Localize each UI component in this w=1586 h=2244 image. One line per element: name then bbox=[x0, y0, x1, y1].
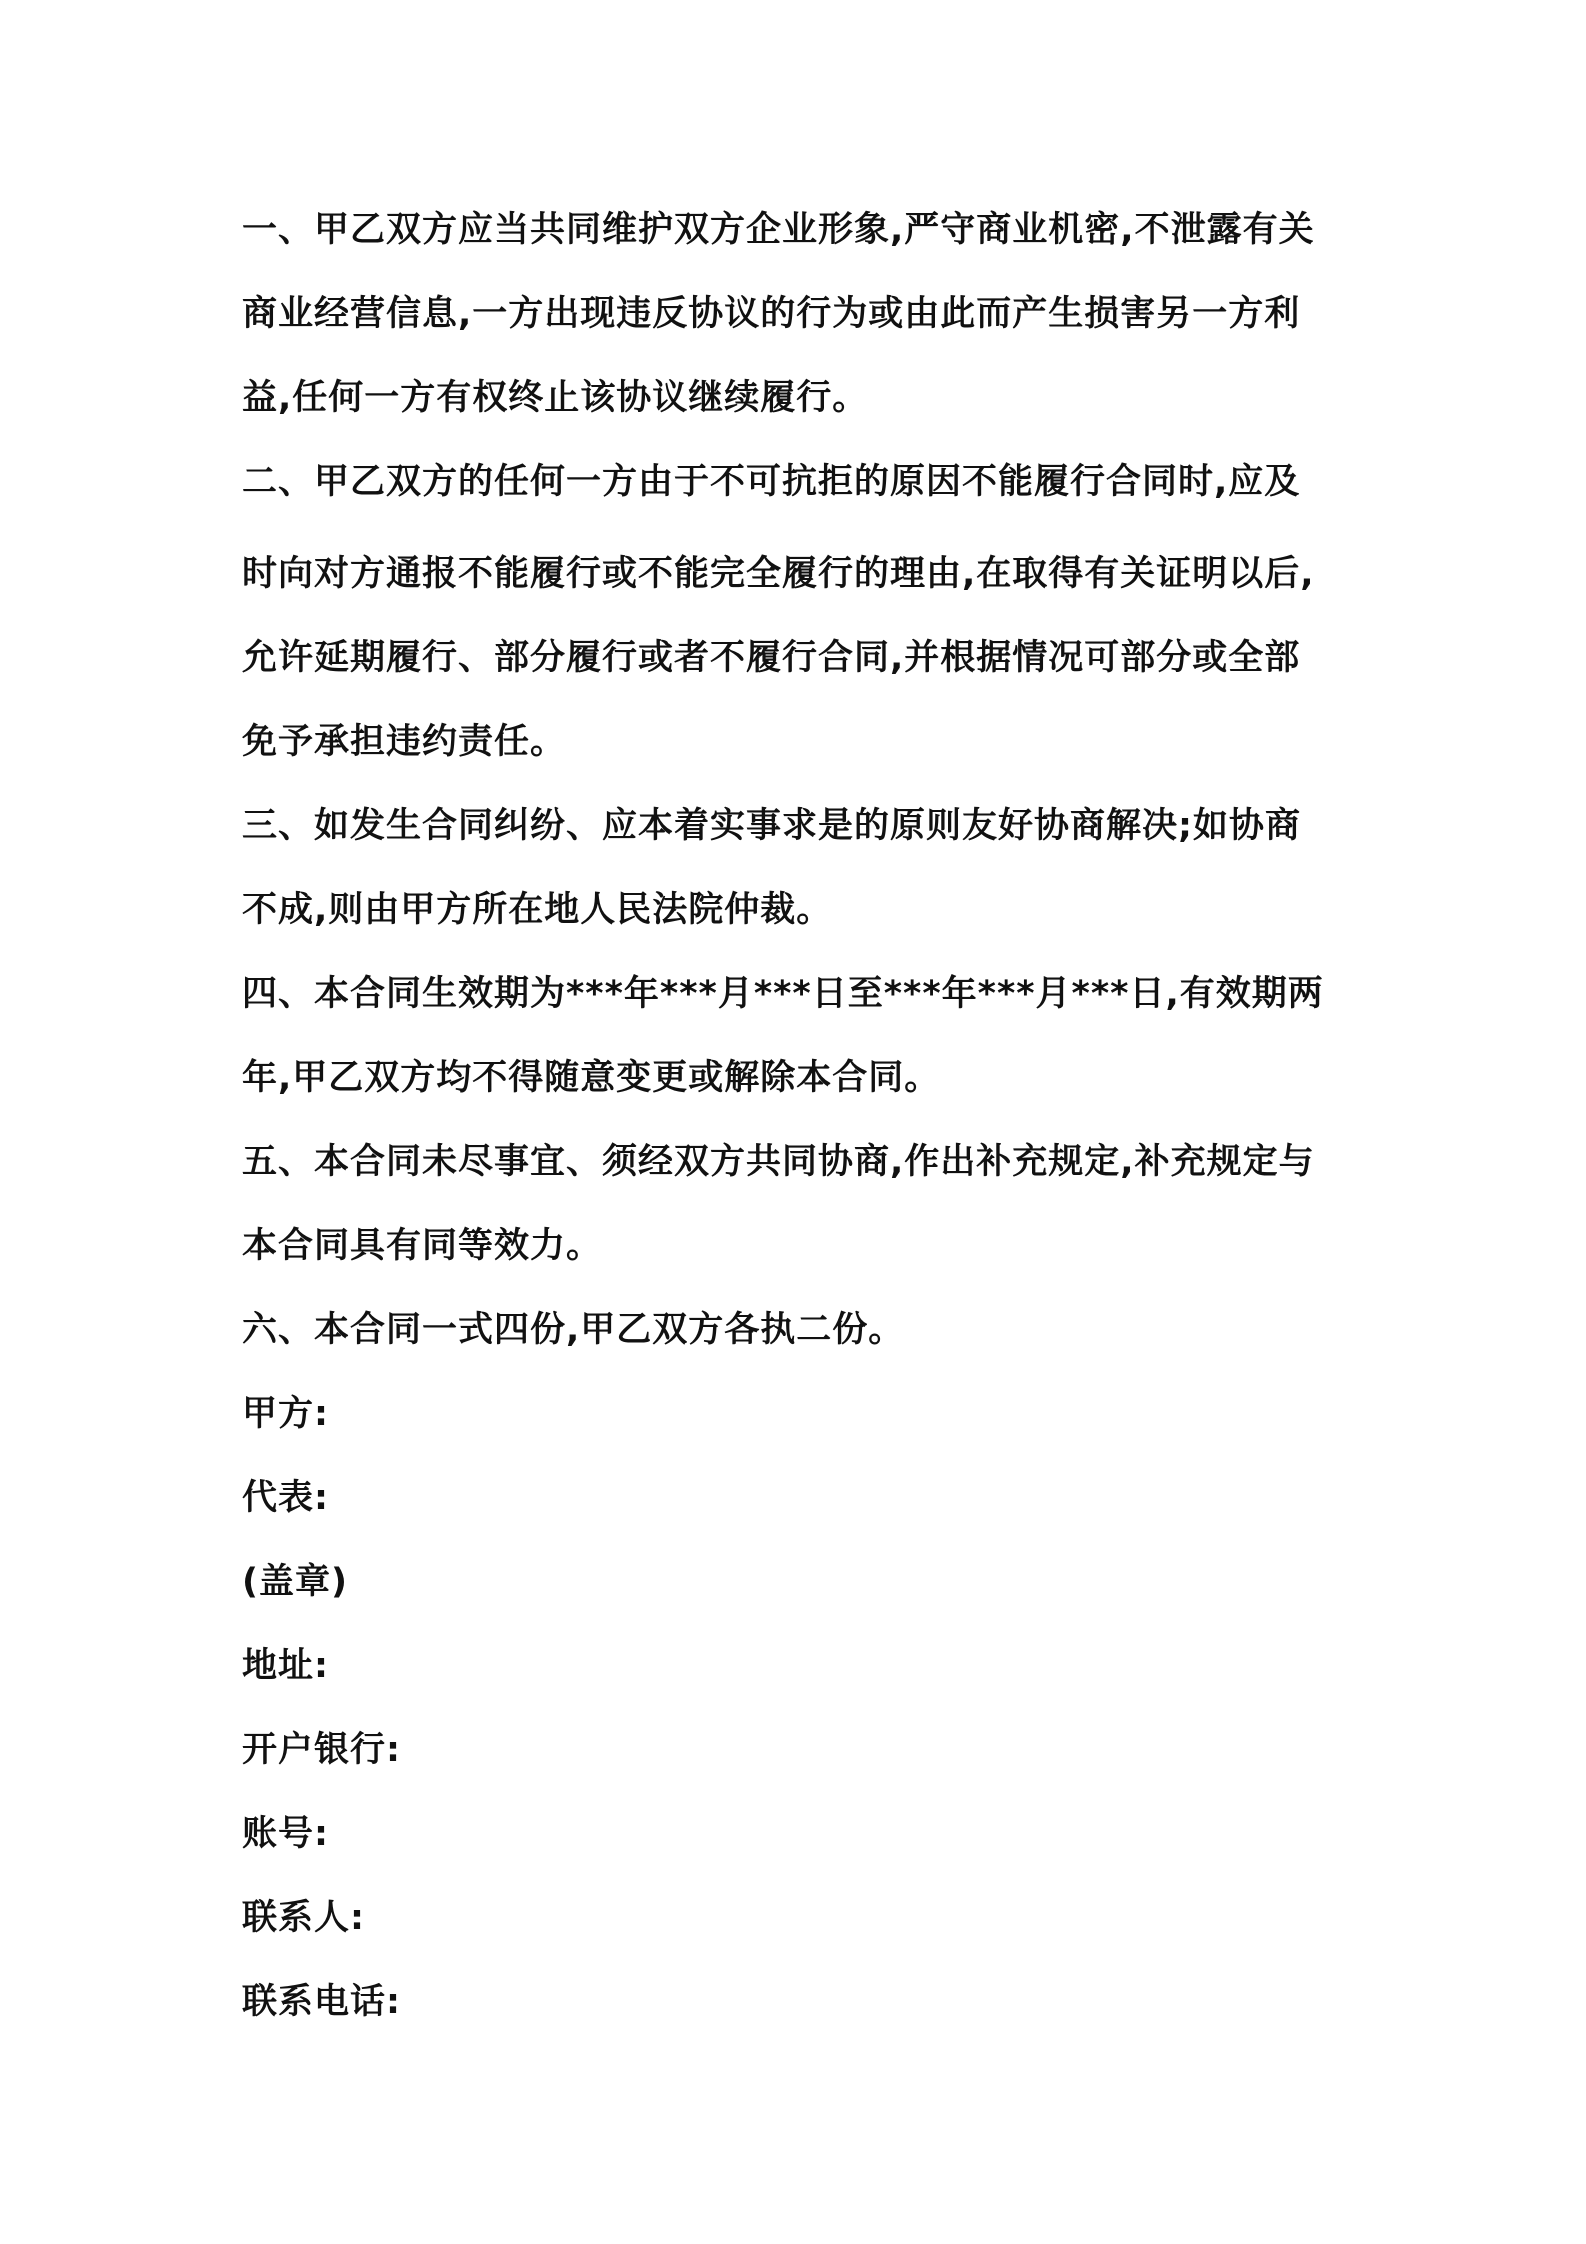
clause-line: 五、本合同未尽事宜、须经双方共同协商,作出补充规定,补充规定与 bbox=[242, 1142, 1315, 1182]
representative-label: 代表: bbox=[242, 1478, 329, 1518]
clause-line: 时向对方通报不能履行或不能完全履行的理由,在取得有关证明以后, bbox=[242, 554, 1315, 594]
party-a-label: 甲方: bbox=[242, 1394, 329, 1434]
clause-line: 允许延期履行、部分履行或者不履行合同,并根据情况可部分或全部 bbox=[242, 638, 1301, 678]
clause-2 bbox=[242, 440, 1362, 784]
clause-line: 三、如发生合同纠纷、应本着实事求是的原则友好协商解决;如协商 bbox=[242, 806, 1301, 846]
bank-label: 开户银行: bbox=[242, 1730, 401, 1770]
clause-3 bbox=[242, 784, 1362, 952]
clause-line: 商业经营信息,一方出现违反协议的行为或由此而产生损害另一方利 bbox=[242, 294, 1301, 334]
clause-line: 不成,则由甲方所在地人民法院仲裁。 bbox=[242, 890, 833, 930]
account-label: 账号: bbox=[242, 1814, 329, 1854]
clause-line: 一、甲乙双方应当共同维护双方企业形象,严守商业机密,不泄露有关 bbox=[242, 210, 1315, 250]
contact-phone-label: 联系电话: bbox=[242, 1982, 401, 2022]
clause-line: 本合同具有同等效力。 bbox=[242, 1226, 603, 1266]
clause-line: 免予承担违约责任。 bbox=[242, 722, 567, 762]
clause-line: 六、本合同一式四份,甲乙双方各执二份。 bbox=[242, 1310, 905, 1350]
clause-4 bbox=[242, 952, 1362, 1120]
signature-block bbox=[242, 1372, 1362, 2044]
clause-line: 益,任何一方有权终止该协议继续履行。 bbox=[242, 378, 869, 418]
contract-body bbox=[242, 188, 1362, 2044]
seal-label: (盖章) bbox=[242, 1562, 348, 1602]
clause-5 bbox=[242, 1120, 1362, 1288]
clause-6 bbox=[242, 1288, 1362, 1372]
contact-person-label: 联系人: bbox=[242, 1898, 365, 1938]
clause-line: 二、甲乙双方的任何一方由于不可抗拒的原因不能履行合同时,应及 bbox=[242, 462, 1301, 502]
clause-line: 四、本合同生效期为***年***月***日至***年***月***日,有效期两 bbox=[242, 974, 1324, 1014]
clause-line: 年,甲乙双方均不得随意变更或解除本合同。 bbox=[242, 1058, 941, 1098]
address-label: 地址: bbox=[242, 1646, 329, 1686]
clause-1 bbox=[242, 188, 1362, 440]
